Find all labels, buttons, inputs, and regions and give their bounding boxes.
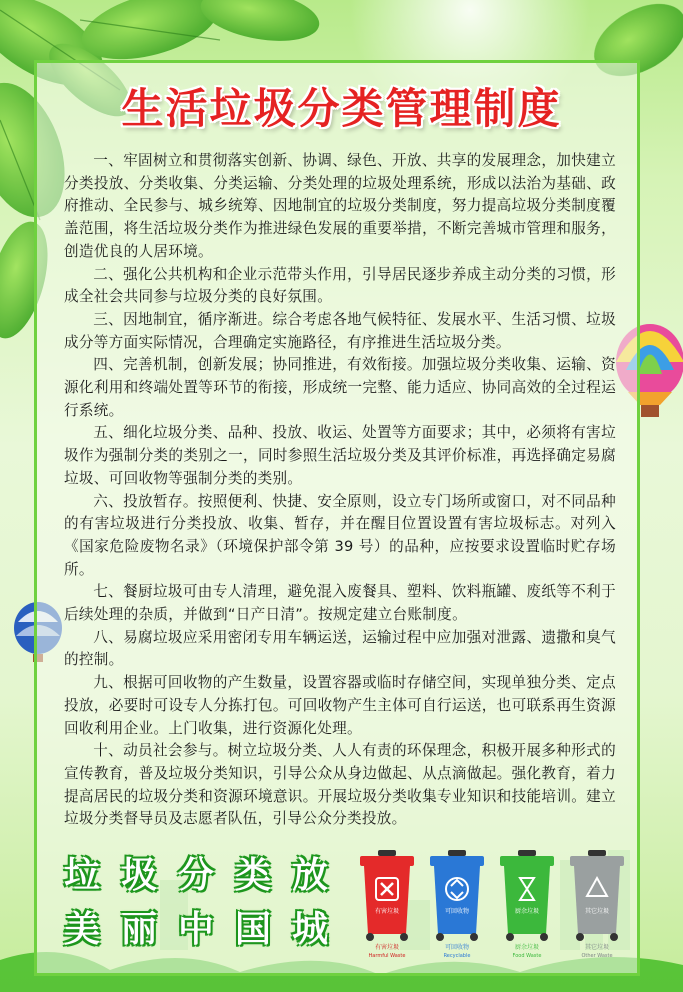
- paragraph-3: 三、因地制宜，循序渐进。综合考虑各地气候特征、发展水平、生活习惯、垃圾成分等方面实际情况，合理确定实施路径，有序推进生活垃圾分类。: [64, 310, 616, 351]
- bin-other: [568, 850, 626, 959]
- slogan-char: 丽: [120, 909, 157, 950]
- slogan-line-2: [58, 906, 334, 954]
- bin-harmful: [358, 850, 416, 959]
- bin-label: 可回收物: [444, 908, 469, 915]
- page-title: 生活垃圾分类管理制度: [121, 84, 562, 133]
- bin-label: 厨余垃圾: [514, 908, 539, 915]
- food-waste-icon: [498, 850, 556, 942]
- bin-recyclable: [428, 850, 486, 959]
- bin-caption: 可回收物 Recyclable: [443, 944, 471, 959]
- recycle-icon: [428, 850, 486, 942]
- paragraph-5: 五、细化垃圾分类、品种、投放、收运、处置等方面要求；其中，必须将有害垃圾作为强制分类的类别之一，同时参照生活垃圾分类及其评价标准，再选择确定易腐垃圾、可回收物等强制分类的类别。: [64, 424, 616, 487]
- harmful-x-icon: [358, 850, 416, 942]
- paragraph-10: 十、动员社会参与。树立垃圾分类、人人有责的环保理念，积极开展多种形式的宣传教育，普及垃圾分类知识，引导公众从身边做起、从点滴做起。强化教育，着力提高居民的垃圾分类和资源环境意识。开展垃圾分类收集专业知识和技能培训。建立垃圾分类督导员及志愿者队伍，引导公众分类投放。: [64, 742, 616, 828]
- slogan-line-1: [58, 852, 334, 900]
- waste-bins: [352, 850, 632, 959]
- regulation-text: [64, 150, 616, 831]
- bin-caption: 其它垃圾 Other Waste: [581, 944, 613, 959]
- bin-label: 有害垃圾: [374, 908, 399, 915]
- paragraph-9: 九、根据可回收物的产生数量，设置容器或临时存储空间，实现单独分类、定点投放，必要时可设专人分拣打包。可回收物产生主体可自行运送，也可联系再生资源回收利用企业。上门收集，进行资源化处理。: [64, 674, 616, 737]
- slogan-char: 放: [291, 855, 328, 896]
- paragraph-8: 八、易腐垃圾应采用密闭专用车辆运送，运输过程中应加强对泄露、遗撒和臭气的控制。: [64, 628, 616, 669]
- paragraph-1: 一、牢固树立和贯彻落实创新、协调、绿色、开放、共享的发展理念，加快建立分类投放、分类收集、分类运输、分类处理的垃圾处理系统，形成以法治为基础、政府推动、全民参与、城乡统筹、因地制宜的垃圾分类制度，努力提高垃圾分类制度覆盖范围，将生活垃圾分类作为推进绿色发展的重要举措，不断完善城市管理和服务，创造优良的人居环境。: [64, 152, 616, 260]
- bin-food: [498, 850, 556, 959]
- slogan-char: 城: [291, 909, 328, 950]
- slogan-char: 美: [63, 909, 100, 950]
- slogan-char: 垃: [63, 855, 100, 896]
- bin-caption: 厨余垃圾 Food Waste: [512, 944, 542, 959]
- paragraph-2: 二、强化公共机构和企业示范带头作用，引导居民逐步养成主动分类的习惯，形成全社会共同参与垃圾分类的良好氛围。: [64, 265, 616, 306]
- other-waste-icon: [568, 850, 626, 942]
- paragraph-4: 四、完善机制，创新发展；协同推进，有效衔接。加强垃圾分类收集、运输、资源化利用和终端处置等环节的衔接，形成统一完整、能力适应、协同高效的全过程运行系统。: [64, 356, 616, 419]
- paragraph-7: 七、餐厨垃圾可由专人清理，避免混入废餐具、塑料、饮料瓶罐、废纸等不利于后续处理的杂质，并做到“日产日清”。按规定建立台账制度。: [64, 583, 616, 624]
- slogan-char: 圾: [120, 855, 157, 896]
- slogan-char: 中: [177, 909, 214, 950]
- bin-caption: 有害垃圾 Harmful Waste: [368, 944, 406, 959]
- slogan-char: 国: [234, 909, 271, 950]
- slogan-char: 分: [177, 855, 214, 896]
- slogan-char: 类: [234, 855, 271, 896]
- bin-label: 其它垃圾: [584, 908, 609, 915]
- paragraph-6: 六、投放暂存。按照便利、快捷、安全原则，设立专门场所或窗口，对不同品种的有害垃圾进行分类投放、收集、暂存，并在醒目位置设置有害垃圾标志。对列入《国家危险废物名录》（环境保护部令第 39 号）的品种，应按要求设置临时贮存场所。: [64, 492, 616, 578]
